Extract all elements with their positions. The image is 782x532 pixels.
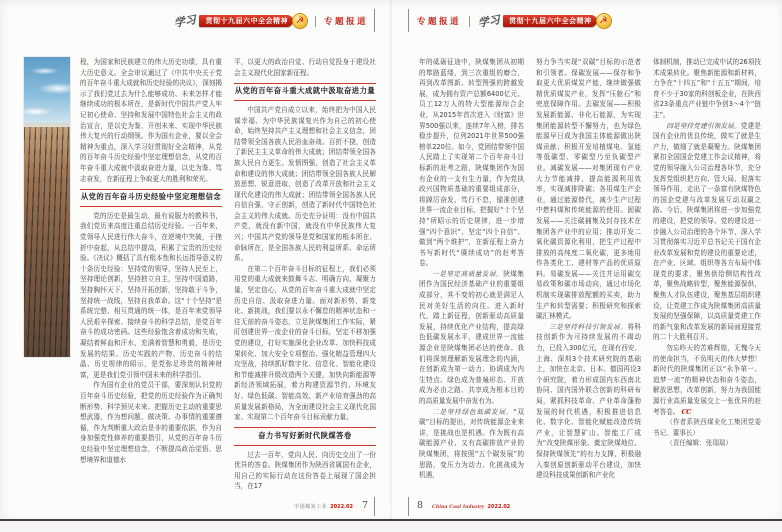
right-page-column-2 [536, 57, 641, 481]
body-paragraph: 党的历史是最生动、最有说服力的教科书，我们党历来高度注重总结历史经验。一百年来，党领导人民进行伟大奋斗，在逆境中突破，于挫折中奋起，从总结中提高，积累了宝贵的历史经验。《决议》概括了具有根本性和长远指导意义的十条历史经验：坚持党的领导，坚持人民至上，坚持理论创新，坚持独立自主，坚持中国道路，坚持胸怀天下，坚持开拓创新，坚持敢于斗争，坚持统一战线，坚持自我革命。这“十个坚持”是系统完整、相互贯通的统一体，是百年来党领导人民艰辛探索、接续奋斗的科学总结，是党百年奋斗的成功密码。这些经验饱含着成功和失败，凝结着鲜血和汗水，充满着智慧和勇毅，是历史发展的结果、历史实践的产物、历史奋斗的结晶、历史规律的昭示，是党弥足珍贵的精神财富，更是我们党引领中国未来的科学指引。 [80, 211, 222, 379]
header-divider [469, 16, 470, 27]
issue-label: 2022.02 [487, 504, 511, 510]
scan-margin [0, 521, 782, 532]
body-paragraph: 中国共产党自成立以来，始终把为中国人民谋幸福、为中华民族谋复兴作为自己的初心使命，始终坚持共产主义理想和社会主义信念，团结带领全国各族人民浴血奋战、百折不挠，创造了新民主主义革命的伟大成就；团结带领全国各族人民自力更生、发愤图强，创造了社会主义革命和建设的伟大成就；团结带领全国各族人民解放思想、锐意进取，创造了改革开放和社会主义现代化建设的伟大成就；团结带领全国各族人民自信自强、守正创新，创造了新时代中国特色社会主义的伟大成就。历史充分证明：没有中国共产党，就没有新中国，就没有中华民族伟大复兴；中国共产党的领导是党和国家的根本所在、命脉所在，是全国各族人民的利益所系、命运所系。 [234, 105, 376, 263]
paragraph-text: 党建是国有企业的优良传统，做实了就是生产力，做细了就是凝聚力。陕煤集团紧扣全国国企党建工作会议精神，将党的领导融入公司治理各环节，充分发挥党组织把方向、管大局、促落实领导作用，走出了一条富有陕煤特色的国企党建与改革发展互动双赢之路。今后，陕煤集团将进一步加强党的建设，把党的领导、党的建设进一步融入公司治理的各个环节，深入学习贯彻落实习近平总书记关于国有企业改革发展和党的建设的重要论述，在产业、区域、组织等各方布局中体现党的要求，聚焦供给侧结构性改革，聚焦战略转型，聚焦能源保供，聚焦人才队伍建设，聚焦基层组织建设，让党建工作成为陕煤集团高质量发展的坚强保障，以高质量党建工作的新气象和改革发展的新局面迎接党的二十大胜利召开。 [653, 121, 762, 342]
right-page-column-3 [653, 57, 761, 449]
body-paragraph [419, 407, 524, 481]
page-number: 8 [417, 500, 424, 511]
paragraph-lead: 三是坚持科技引领发展。 [549, 322, 628, 331]
section-heading: 从党的百年奋斗重大成就中汲取奋进力量 [234, 83, 376, 101]
section-label-left: 专题报道 [323, 17, 368, 27]
editor-note: （责任编辑：张瑞瑞） [666, 439, 733, 448]
paragraph-lead: 四是坚持党建引领发展。 [666, 121, 741, 130]
party-emblem-icon: ☭ [597, 14, 611, 28]
header-edge-rule-left [374, 9, 375, 32]
paragraph-text: 将科技创新作为可持续发展的不竭动力，已投入300亿元，在现有西安、上海、深圳3个技术研究院的基础上，加快在北京、日本、德国再设3个研究院，着力形成国内东西南北协同、国内国外联合创新的科研布局，紧抓科技革命、产业革命蓬勃发展的时代机遇，积极推进信息化、数字化、智能化赋能改造传统产业，让智慧矿山、智能工厂成为“改变陕煤形象、奠定陕煤地位、保持陕煤领先”的有力支撑，积极融入秦创原创新驱动平台建设，加快建设科技成果创新和产业化 [536, 322, 642, 480]
issue-label: 2022.02 [330, 504, 353, 510]
railway-aerial-photo [24, 57, 70, 357]
left-page-header [0, 11, 368, 31]
body-paragraph: 努力争当实现“双碳”目标的示范者和引领者。保碳发展——保存和争取更大优质煤炭产能，继续做强做精优质煤炭产业，发挥“压舱石”和兜底保障作用。去碳发展——积极发展新能源、非化石能源，为实现集团能源转型不懈努力，也为绿色能源早日成为我国主体能源做出陕煤贡献；积极开发培植煤电、氢能等低碳型、零碳型乃至负碳型产业。减碳发展——对集团现有产业大力节能减排，提高能源利用效率，实现减排降碳；各用煤生产企业，通过能源替代，减少生产过程中燃料煤和传统能源的使用。固碳发展——关注碳捕集及封存技术在集团各产业中的应用；推动开发二氧化碳资源化利用，把生产过程中排放的高纯度二氧化碳，更多地用作各类化工、建材等产品的优质原料。易碳发展——关注并运用碳交易政策和碳市场动向，通过市场化机制实现碳排放配额的买卖，助力生产和转型需要；积极研究和探索碳汇林模式。 [536, 58, 641, 321]
study-script-label: 学习 [173, 12, 198, 30]
paragraph-text: “双碳”目标的提出，对传统能源企业来讲，是挑战也是机遇。作为既有高碳能源产业、又有高碳排放产业的陕煤集团，将按照“五个碳发展”的思路，变压力为动力、化挑战成为机遇， [419, 407, 525, 480]
right-page-header [417, 11, 611, 31]
header-edge-rule-right [408, 9, 409, 32]
journal-name-zh: 中国煤炭工业 [294, 504, 328, 510]
paragraph-lead: 一是坚定高质量发展。 [432, 269, 504, 278]
body-paragraph: 在第二个百年奋斗目标的征程上，我们必须用党的重大成就来鼓舞斗志、明确方向、凝聚力量，坚定信心，从党的百年奋斗重大成就中坚定历史自信、汲取奋进力量。面对新形势、新变化、新挑战，我们要以永不懈怠的精神状态和一往无前的奋斗姿态，立足陕煤集团工作实际，紧盯创建世界一流企业的奋斗目标，坚定不移加强党的建设，打好实施深化企业改革、加快科技成果转化、加大安全专项整治、强化精益管理四大攻坚战，持续抓好数字化、信息化、智能化建设和节能减排升级改造两个关键，加快向新能源等新经济领域拓展，着力构建资源节约、环境友好、绿色低碳、智能高效、新产业培育强劲的高质量发展新格局，为全面建设社会主义现代化国家、实现第二个百年奋斗目标贡献力量。 [234, 264, 376, 422]
paragraph-lead: 二是坚持绿色低碳发展。 [432, 407, 514, 416]
right-page-column-1 [419, 57, 524, 481]
photo-sky [24, 57, 70, 127]
body-paragraph [536, 322, 641, 481]
body-paragraph [653, 121, 761, 343]
body-paragraph [419, 269, 524, 407]
section-label-right: 专题报道 [417, 17, 462, 27]
body-paragraph [653, 343, 761, 417]
study-script-label: 学习 [477, 12, 501, 30]
footer-edge-rule-right [408, 497, 409, 516]
body-paragraph: 体制机制，推动已完成中试的26项技术成果转化。聚焦新能源和新材料，力争在“十四五”和“十五五”期间，培育不少于30家的科创板企业，在陕西省23条重点产业链中争创3～4个“链主”。 [653, 58, 761, 119]
theme-ribbon-banner: 贯彻十九届六中全会精神 [503, 15, 597, 27]
footer-edge-rule-left [374, 497, 375, 516]
paragraph-text: 勿忘昨天的苦难辉煌，无愧今天的使命担当，不负明天的伟大梦想！新时代的陕煤集团正以“永争第一、追梦一流”的精神状态和奋斗姿态，解放思想，改革创新，努力为我国能源行业高质量发展交上一张优异的赶考答卷。 [653, 344, 761, 416]
right-page-footer [417, 500, 510, 514]
party-emblem-icon: ☭ [293, 14, 307, 28]
journal-name-en: China Coal Industry [432, 504, 485, 510]
section-heading: 奋力书写好新时代陕煤答卷 [234, 427, 376, 445]
page-number: 7 [361, 500, 368, 511]
body-paragraph: 程，为国家和民族建立的伟大历史功绩，具有重大历史意义。全会审议通过了《中共中央关于党的百年奋斗重大成就和历史经验的决议》，深刻揭示了我们党过去为什么能够成功、未来怎样才能继续成功的根本所在，是新时代中国共产党人牢记初心使命、坚持和发展中国特色社会主义的政治宣言，是以史为鉴、开创未来、实现中华民族伟大复兴的行动纲领。作为国有企业，要以全会精神为重点，深入学习好贯彻好全会精神，从党的百年奋斗历史经验中坚定理想信念，从党的百年奋斗重大成就中汲取奋进力量，以史为鉴、笃志奋发，在新征程上争取更大的胜利和荣光。 [80, 58, 222, 183]
left-page-column-2 [234, 57, 376, 492]
article-end-mark: CC [681, 407, 691, 416]
author-note: （作者系陕西煤业化工集团党委书记、董事长） [653, 418, 761, 437]
body-paragraph: 作为国有企业的党员干部，要深刻认识党的百年奋斗历史经验，把党的历史经验作为正确判断形势、科学预见未来、把握历史主动的重要思想武器，作为想问题、做决策、办事情的重要遵循，作为判断重大政治是非的重要依据，作为自身加强党性修养的重要指引，从党的百年奋斗历史经验中坚定理想信念，不断提高政治觉悟、思想境界和道德水 [80, 381, 222, 464]
body-paragraph: 年的砥砺征途中，陕煤集团从初期的筚路蓝缕，到三次重组的磨合，再到改革图新、转型图强的跨越发展，成为拥有资产总额6400亿元、员工12万人的特大型能源综合企业，从2015年首次进入《财富》世界500强以来，连续7年入榜，排名稳步提升，位列2021年世界500强榜单220位。如今，党团结带领中国人民踏上了实现第二个百年奋斗目标新的赶考之路，陕煤集团作为国有企业的一支有生力量，作为党执政兴国物质基础的重要组成部分，将踔厉奋发、笃行不怠，锚准创建世界一流企业目标，把握好“十个坚持”所昭示的历史规律，进一步增强“四个意识”、坚定“四个自信”、做到“两个维护”，在新征程上奋力书写新时代“赓续成功”的赶考答卷。 [419, 58, 524, 268]
left-page-column-1 [80, 57, 222, 465]
page-spine [389, 0, 393, 519]
theme-ribbon-banner: 贯彻十九届六中全会精神 [199, 15, 293, 27]
left-page-footer [0, 500, 368, 514]
photo-rail-tracks [24, 127, 70, 357]
body-paragraph: 平，以更大的政治自觉、行动自觉投身于建设社会主义现代化国家新征程。 [234, 58, 376, 77]
header-divider [315, 16, 316, 27]
section-heading: 从党的百年奋斗历史经验中坚定理想信念 [80, 189, 222, 207]
paragraph-text: 陕煤集团作为国民经济基础产业的重要组成部分，其不变的初心就是满足人民对美好生活的向往。进入新时代，踏上新征程，创新驱动高质量发展，持续优化产业结构，提高绿色低碳发展水平，建成世界一流能源企业是陕煤集团必达的使命。我们将深刻理解新发展理念的内涵，在创新成为第一动力、协调成为内生特点、绿色成为普遍形态、开放成为必由之路、共享成为根本目的的高质量发展中奋发有为。 [419, 269, 524, 405]
body-paragraph: 过去一百年，党向人民、向历史交出了一份优异的答卷。陕煤集团作为陕西省属国有企业，用自己的实际行动在这份答卷上展现了国企担当，在17 [234, 450, 376, 491]
